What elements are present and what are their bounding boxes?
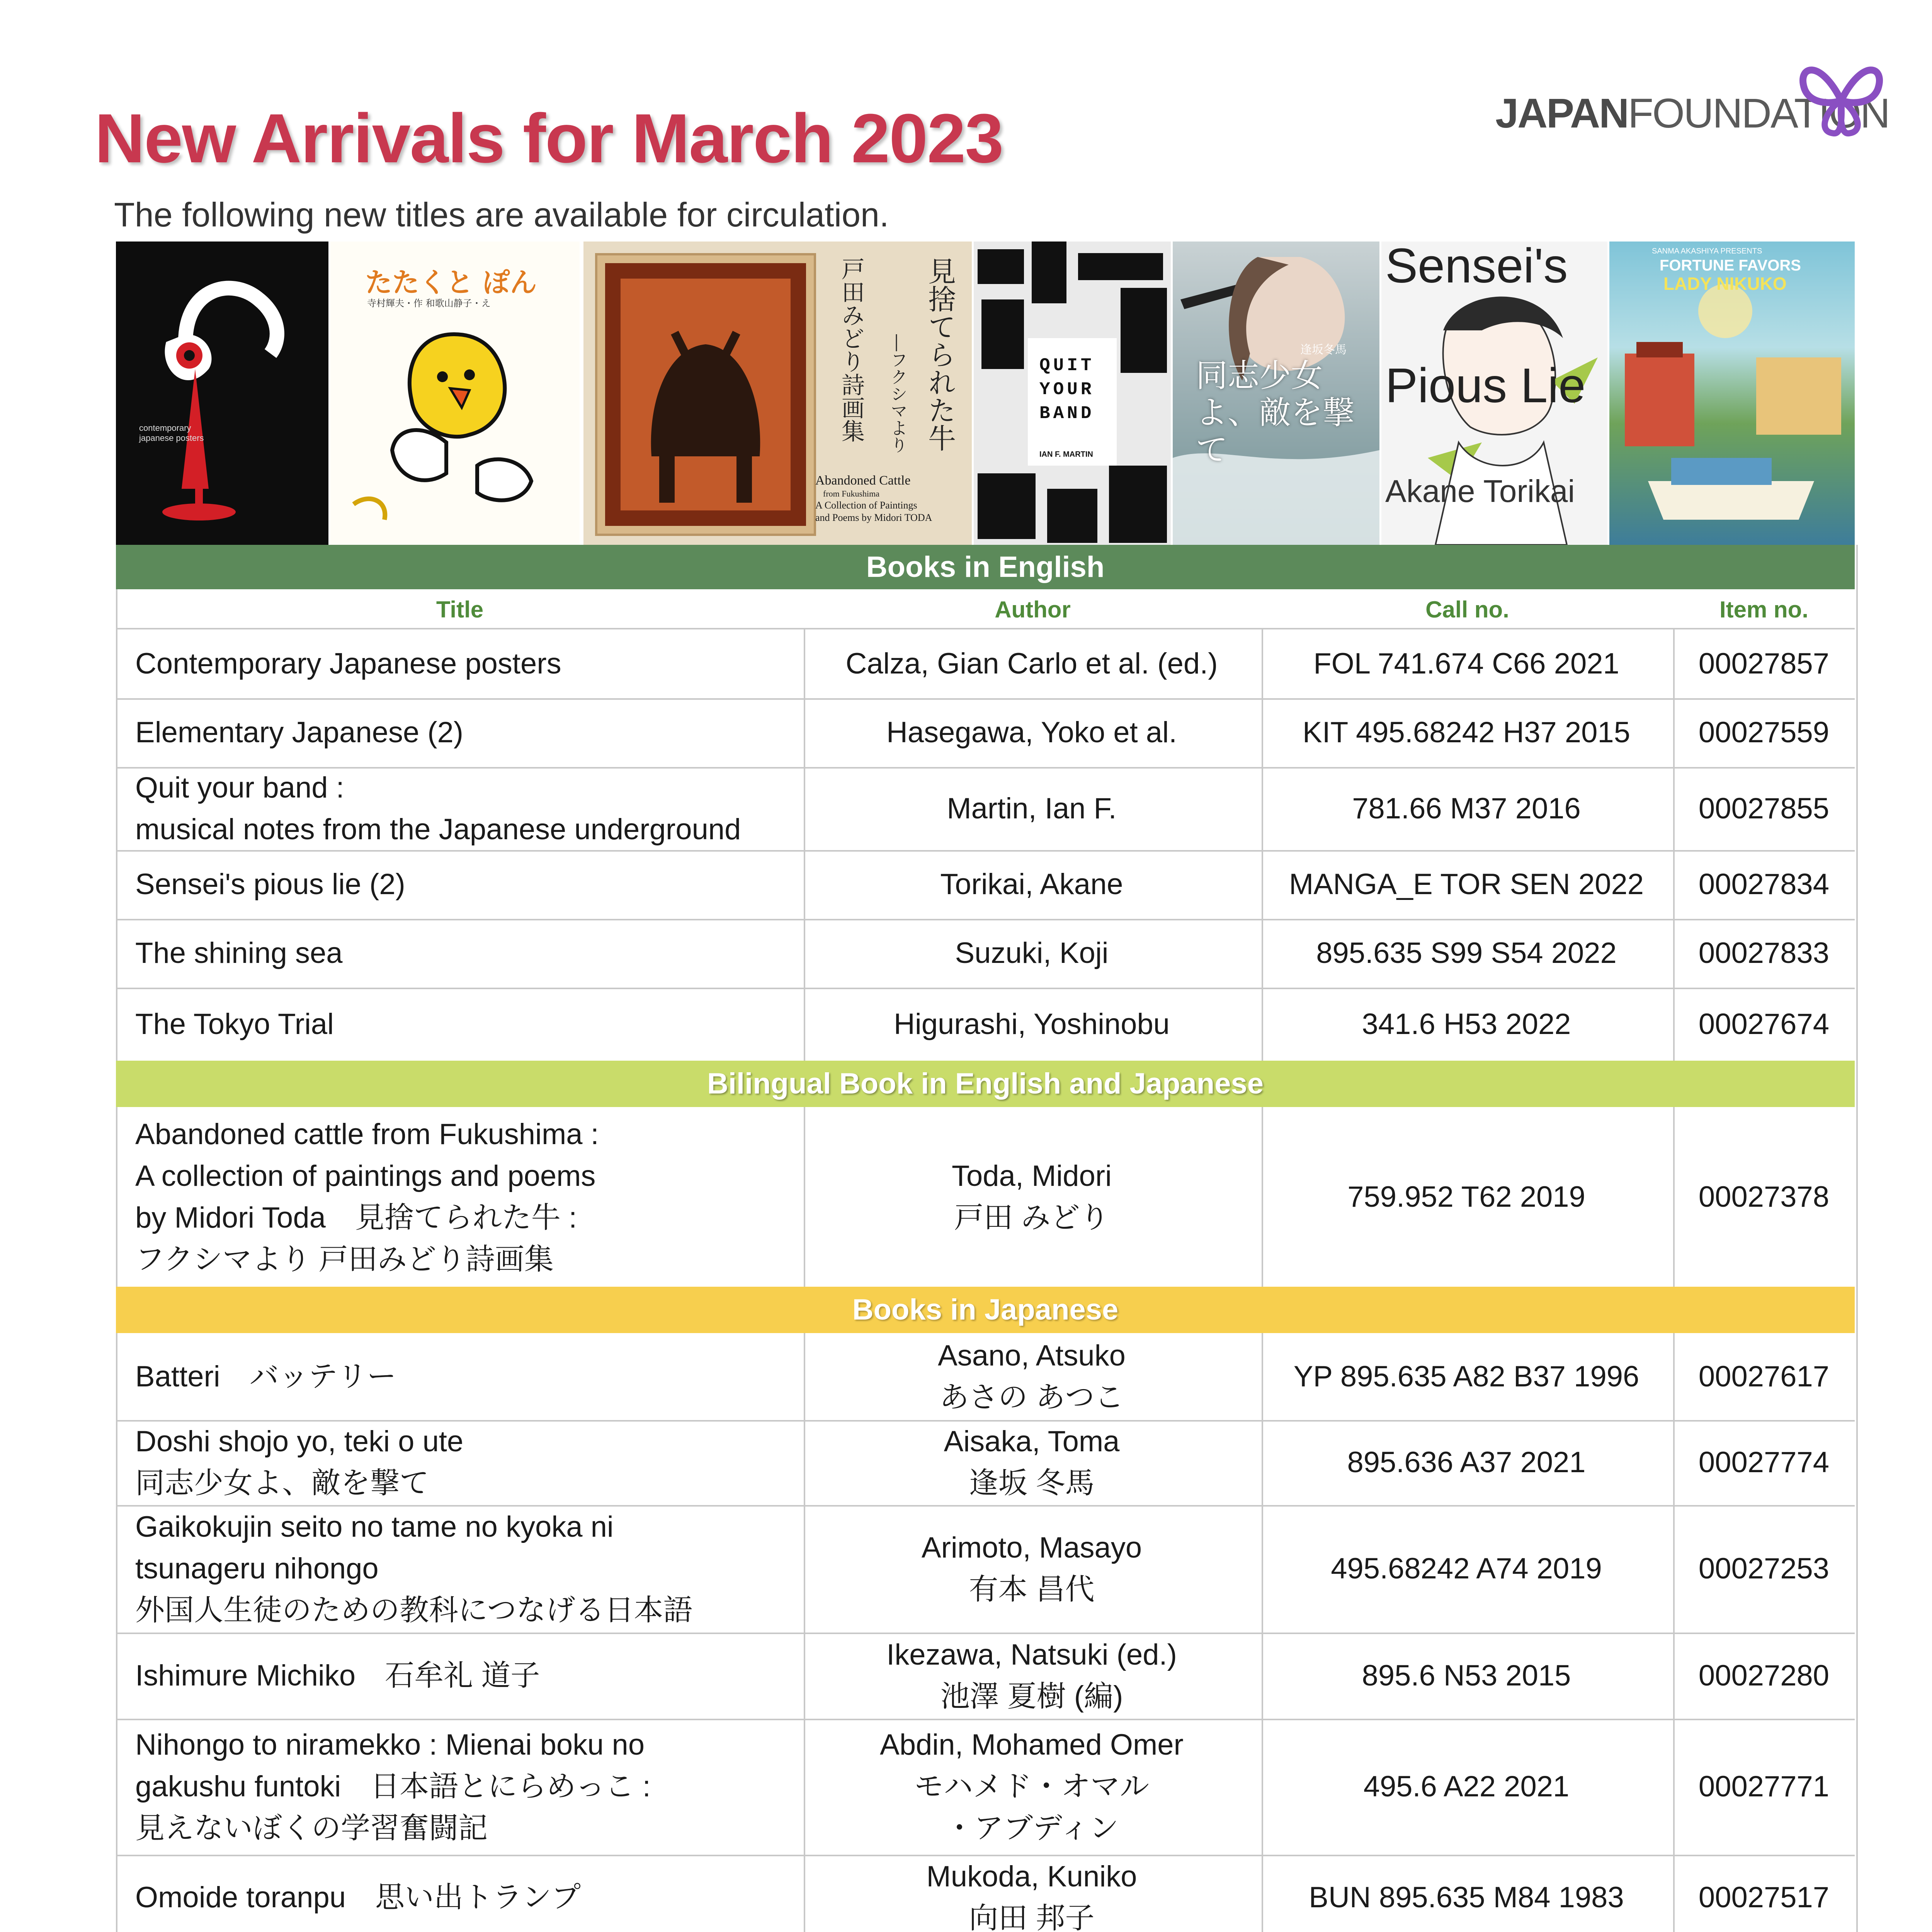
table-row[interactable]	[116, 1633, 1855, 1720]
cover-quit-your-band[interactable]	[974, 242, 1171, 545]
book-title-cell	[135, 919, 800, 988]
call-number-line: 341.6 H53 2022	[1362, 1007, 1571, 1041]
call-number-line: 495.6 A22 2021	[1363, 1770, 1570, 1803]
book-author-cell	[804, 919, 1260, 988]
crane-illustration-icon	[116, 242, 328, 545]
book-title-line: Batteri バッテリー	[135, 1360, 396, 1393]
column-divider	[1262, 629, 1263, 698]
book-author-line: Calza, Gian Carlo et al. (ed.)	[845, 647, 1218, 680]
item-number-line: 00027617	[1698, 1360, 1830, 1393]
cover6-author: Akane Torikai	[1385, 474, 1575, 509]
table-row[interactable]	[116, 698, 1855, 769]
column-divider	[804, 698, 805, 767]
book-title-line: musical notes from the Japanese underground	[135, 813, 741, 846]
call-number-line: FOL 741.674 C66 2021	[1313, 647, 1619, 680]
book-author-line: Mukoda, Kuniko	[926, 1860, 1137, 1893]
column-divider	[1673, 1333, 1675, 1420]
call-number	[1316, 932, 1617, 974]
call-number	[1294, 1356, 1639, 1398]
cover-doshi-shojo[interactable]	[1173, 242, 1379, 545]
book-title	[135, 767, 741, 850]
book-author-cell	[804, 1719, 1260, 1855]
column-divider	[1673, 919, 1675, 988]
call-number-cell	[1262, 1107, 1671, 1287]
item-number-line: 00027559	[1698, 716, 1830, 749]
column-divider	[1673, 1719, 1675, 1855]
column-divider	[1673, 767, 1675, 850]
call-number-cell	[1262, 767, 1671, 850]
call-number	[1303, 712, 1630, 753]
japan-foundation-logo[interactable]	[1495, 43, 1889, 151]
item-number-line: 00027855	[1698, 792, 1830, 825]
column-divider	[804, 767, 805, 850]
book-author	[940, 864, 1123, 905]
item-number-line: 00027771	[1698, 1770, 1830, 1803]
chick-illustration-icon	[330, 311, 580, 543]
book-title-line: 外国人生徒のための教科につなげる日本語	[135, 1594, 693, 1627]
book-author	[886, 1634, 1177, 1718]
book-author-line: 逢坂 冬馬	[969, 1467, 1095, 1500]
table-row[interactable]	[116, 767, 1855, 852]
book-title	[135, 1724, 651, 1849]
call-number	[1362, 1655, 1571, 1697]
column-divider	[804, 1505, 805, 1633]
book-title-line: Gaikokujin seito no tame no kyoka ni	[135, 1510, 614, 1543]
call-number-cell	[1262, 1505, 1671, 1633]
book-title	[135, 1877, 581, 1918]
item-number-line: 00027253	[1698, 1552, 1830, 1585]
item-number	[1699, 1766, 1829, 1808]
col-call-no: Call no.	[1425, 597, 1509, 622]
book-title-cell	[135, 1333, 800, 1420]
book-author-line: Asano, Atsuko	[938, 1339, 1126, 1372]
column-divider	[804, 1107, 805, 1287]
column-divider	[1262, 1333, 1263, 1420]
column-divider	[1673, 1420, 1675, 1505]
page-title: New Arrivals for March 2023	[95, 100, 1003, 177]
item-number	[1699, 1548, 1829, 1590]
table-row[interactable]	[116, 1107, 1855, 1288]
book-author-cell	[804, 1505, 1260, 1633]
item-number-line: 00027834	[1698, 868, 1830, 901]
item-number	[1699, 1356, 1829, 1398]
book-title-line: The shining sea	[135, 937, 343, 969]
call-number-cell	[1262, 850, 1671, 919]
butterfly-logo-icon	[1797, 43, 1886, 143]
book-title-line: Contemporary Japanese posters	[135, 647, 561, 680]
item-number-line: 00027774	[1698, 1446, 1830, 1479]
book-title	[135, 932, 343, 974]
item-number	[1699, 1655, 1829, 1697]
item-number-cell	[1673, 629, 1855, 698]
book-title-line: 同志少女よ、敵を撃て	[135, 1467, 429, 1500]
book-author-cell	[804, 1107, 1260, 1287]
book-author-line: Martin, Ian F.	[947, 792, 1117, 825]
book-title-line: tsunageru nihongo	[135, 1552, 379, 1585]
book-author	[894, 1003, 1170, 1045]
book-title-line: by Midori Toda 見捨てられた牛 :	[135, 1201, 577, 1234]
column-divider	[1673, 1633, 1675, 1719]
item-number-cell	[1673, 988, 1855, 1061]
item-number-cell	[1673, 698, 1855, 767]
cover3-en-2: from Fukushima	[823, 489, 880, 498]
cover3-en-4: and Poems by Midori TODA	[815, 512, 932, 523]
item-number	[1699, 864, 1829, 905]
book-title-cell	[135, 1505, 800, 1633]
call-number-cell	[1262, 1719, 1671, 1855]
cover-tataku-to-pon[interactable]	[330, 242, 580, 545]
page-subtitle: The following new titles are available for circulation.	[114, 196, 889, 234]
cover4-author: IAN F. MARTIN	[1039, 450, 1093, 459]
book-author	[880, 1724, 1184, 1849]
book-title-line: Doshi shojo yo, teki o ute	[135, 1425, 464, 1458]
book-title-line: フクシマより 戸田みどり詩画集	[135, 1243, 554, 1276]
book-title	[135, 1114, 599, 1281]
book-title-cell	[135, 629, 800, 698]
cover3-en-1: Abandoned Cattle	[815, 473, 911, 488]
cover7-top: SANMA AKASHIYA PRESENTS	[1652, 247, 1762, 255]
table-row[interactable]	[116, 919, 1855, 989]
column-divider	[1673, 1505, 1675, 1633]
call-number-cell	[1262, 1420, 1671, 1505]
book-author-line: Aisaka, Toma	[944, 1425, 1120, 1458]
column-divider	[1262, 850, 1263, 919]
book-title-line: Quit your band :	[135, 771, 344, 804]
call-number-line: 759.952 T62 2019	[1347, 1180, 1585, 1213]
column-divider	[1673, 850, 1675, 919]
item-number	[1699, 1176, 1829, 1218]
book-author-cell	[804, 1855, 1260, 1932]
column-divider	[804, 629, 805, 698]
book-author	[947, 788, 1116, 830]
cover-fortune-favors-lady-nikuko[interactable]	[1609, 242, 1855, 545]
item-number	[1699, 932, 1829, 974]
book-author	[952, 1155, 1112, 1239]
logo-wordmark: JAPANFOUNDATION	[1495, 90, 1889, 136]
column-divider	[804, 1333, 805, 1420]
column-divider	[804, 850, 805, 919]
book-title	[135, 1356, 396, 1398]
cover5-author: 逢坂冬馬	[1300, 343, 1347, 357]
item-number	[1699, 788, 1829, 830]
column-divider	[1262, 1719, 1263, 1855]
col-title: Title	[436, 597, 484, 622]
col-item-no: Item no.	[1719, 597, 1808, 622]
item-number-line: 00027378	[1698, 1180, 1830, 1213]
book-title-line: Nihongo to niramekko : Mienai boku no	[135, 1728, 645, 1761]
book-author-line: あさの あつこ	[939, 1381, 1124, 1414]
book-author	[922, 1527, 1142, 1611]
item-number-cell	[1673, 919, 1855, 988]
call-number-line: KIT 495.68242 H37 2015	[1303, 716, 1630, 749]
book-title	[135, 643, 561, 685]
column-divider	[804, 1420, 805, 1505]
column-divider	[1262, 1633, 1263, 1719]
item-number-cell	[1673, 1855, 1855, 1932]
call-number-cell	[1262, 1855, 1671, 1932]
section-header-bilingual: Bilingual Book in English and Japanese	[116, 1061, 1855, 1107]
call-number-line: YP 895.635 A82 B37 1996	[1293, 1360, 1639, 1393]
column-divider	[804, 919, 805, 988]
book-author-cell	[804, 1633, 1260, 1719]
call-number	[1347, 1442, 1585, 1483]
call-number-line: MANGA_E TOR SEN 2022	[1289, 868, 1644, 901]
book-title	[135, 864, 405, 905]
book-title-cell	[135, 1107, 800, 1287]
call-number	[1331, 1548, 1602, 1590]
cover5-title: 同志少女よ、敵を撃て	[1196, 357, 1355, 468]
call-number-line: BUN 895.635 M84 1983	[1309, 1881, 1624, 1914]
call-number-line: 895.635 S99 S54 2022	[1316, 937, 1617, 969]
column-divider	[1262, 1855, 1263, 1932]
book-title-cell	[135, 988, 800, 1061]
cover7-title-2: LADY NIKUKO	[1663, 274, 1787, 294]
column-divider	[1673, 988, 1675, 1061]
book-title-line: Sensei's pious lie (2)	[135, 868, 405, 901]
cover3-en-3: A Collection of Paintings	[815, 500, 917, 511]
book-title-cell	[135, 1855, 800, 1932]
item-number-cell	[1673, 1505, 1855, 1633]
book-author-line: モハメド・オマル	[914, 1770, 1149, 1803]
book-title-line: 見えないぼくの学習奮闘記	[135, 1812, 488, 1845]
table-row[interactable]	[116, 1333, 1855, 1422]
table-row[interactable]	[116, 988, 1855, 1062]
column-divider	[804, 1633, 805, 1719]
section-header-books-english: Books in English	[116, 545, 1855, 589]
item-number-cell	[1673, 1107, 1855, 1287]
column-divider	[1262, 919, 1263, 988]
item-number-line: 00027674	[1698, 1007, 1830, 1041]
book-author-line: Abdin, Mohamed Omer	[880, 1728, 1184, 1761]
table-row[interactable]	[116, 1420, 1855, 1507]
table-row[interactable]	[116, 1505, 1855, 1634]
cover1-text: contemporary japanese posters	[139, 423, 204, 443]
bull-painting-icon	[597, 255, 814, 534]
column-divider	[1262, 698, 1263, 767]
book-author	[944, 1421, 1120, 1504]
book-title	[135, 1003, 334, 1045]
book-author	[938, 1335, 1126, 1418]
book-author-line: Ikezawa, Natsuki (ed.)	[886, 1638, 1177, 1671]
call-number-line: 495.68242 A74 2019	[1331, 1552, 1602, 1585]
book-author-line: Suzuki, Koji	[955, 937, 1109, 969]
call-number-line: 895.636 A37 2021	[1347, 1446, 1586, 1479]
book-author	[845, 643, 1218, 685]
cover4-title: QUIT YOUR BAND	[1039, 355, 1095, 423]
item-number	[1699, 712, 1829, 753]
book-author-cell	[804, 1333, 1260, 1420]
call-number-cell	[1262, 1633, 1671, 1719]
book-author-line: 池澤 夏樹 (編)	[940, 1680, 1123, 1713]
book-title-line: The Tokyo Trial	[135, 1007, 334, 1041]
book-title-cell	[135, 1633, 800, 1719]
column-divider	[1262, 1505, 1263, 1633]
cover-abandoned-cattle-painting[interactable]	[583, 242, 972, 545]
item-number-cell	[1673, 1333, 1855, 1420]
column-divider	[804, 1719, 805, 1855]
item-number	[1699, 1877, 1829, 1918]
column-divider	[1262, 1420, 1263, 1505]
item-number-line: 00027833	[1698, 937, 1830, 969]
cover-senseis-pious-lie[interactable]	[1381, 242, 1607, 545]
section-header-books-japanese: Books in Japanese	[116, 1287, 1855, 1333]
call-number	[1362, 1003, 1571, 1045]
call-number	[1289, 864, 1644, 905]
item-number	[1699, 1442, 1829, 1483]
book-author	[886, 712, 1177, 753]
book-author-cell	[804, 850, 1260, 919]
cover2-author: 寺村輝夫・作 和歌山静子・え	[367, 298, 491, 309]
column-divider	[1673, 1855, 1675, 1932]
book-author-line: Arimoto, Masayo	[921, 1531, 1142, 1564]
call-number	[1347, 1176, 1585, 1218]
book-title-line: A collection of paintings and poems	[135, 1159, 596, 1192]
cover-strip	[116, 242, 1855, 545]
book-title	[135, 1655, 540, 1697]
column-divider	[1673, 698, 1675, 767]
item-number-cell	[1673, 850, 1855, 919]
book-author-line: ・アブディン	[945, 1812, 1119, 1845]
book-title-line: Omoide toranpu 思い出トランプ	[135, 1881, 581, 1914]
book-author-cell	[804, 698, 1260, 767]
call-number-cell	[1262, 629, 1671, 698]
book-author-line: Toda, Midori	[952, 1159, 1112, 1192]
book-title	[135, 1421, 463, 1504]
item-number-cell	[1673, 1420, 1855, 1505]
book-author-cell	[804, 1420, 1260, 1505]
book-title-line: Abandoned cattle from Fukushima :	[135, 1117, 599, 1151]
item-number	[1699, 1003, 1829, 1045]
cover2-title: たたくと ぽん	[365, 267, 537, 298]
call-number-cell	[1262, 1333, 1671, 1420]
cover-contemporary-posters[interactable]	[116, 242, 328, 545]
call-number-cell	[1262, 698, 1671, 767]
cover3-subtitle-vertical: ―フクシマより	[888, 334, 907, 453]
item-number-line: 00027517	[1698, 1881, 1830, 1914]
book-title	[135, 712, 463, 753]
book-author	[955, 932, 1108, 974]
item-number-cell	[1673, 1719, 1855, 1855]
book-author-cell	[804, 629, 1260, 698]
book-author-line: 有本 昌代	[969, 1573, 1095, 1606]
book-author-line: Torikai, Akane	[940, 868, 1123, 901]
book-author-cell	[804, 767, 1260, 850]
call-number-cell	[1262, 988, 1671, 1061]
column-divider	[1673, 1107, 1675, 1287]
item-number	[1699, 643, 1829, 685]
book-title-cell	[135, 850, 800, 919]
book-title-cell	[135, 1719, 800, 1855]
book-title-line: gakushu funtoki 日本語とにらめっこ :	[135, 1770, 651, 1803]
book-author-line: Hasegawa, Yoko et al.	[886, 716, 1177, 749]
book-title-cell	[135, 1420, 800, 1505]
column-divider	[1262, 988, 1263, 1061]
book-title-cell	[135, 698, 800, 767]
table-row[interactable]	[116, 850, 1855, 920]
book-title-cell	[135, 767, 800, 850]
call-number-cell	[1262, 919, 1671, 988]
cover7-title-1: FORTUNE FAVORS	[1660, 257, 1801, 274]
item-number-cell	[1673, 1633, 1855, 1719]
book-title-line: Elementary Japanese (2)	[135, 716, 464, 749]
column-divider	[1673, 629, 1675, 698]
call-number	[1309, 1877, 1624, 1918]
book-title-line: Ishimure Michiko 石牟礼 道子	[135, 1659, 540, 1692]
column-divider	[1262, 1107, 1263, 1287]
book-author-line: Higurashi, Yoshinobu	[893, 1007, 1170, 1041]
column-divider	[804, 988, 805, 1061]
painting-frame	[595, 253, 816, 536]
item-number-line: 00027280	[1698, 1659, 1830, 1692]
col-author: Author	[995, 597, 1071, 622]
cover3-author-vertical: 戸田みどり詩画集	[838, 257, 865, 442]
cover3-title-vertical: 見捨てられた牛	[923, 257, 956, 452]
call-number-line: 895.6 N53 2015	[1362, 1659, 1571, 1692]
item-number-line: 00027857	[1698, 647, 1830, 680]
book-title	[135, 1506, 692, 1631]
call-number	[1352, 788, 1581, 830]
column-divider	[1262, 767, 1263, 850]
call-number-line: 781.66 M37 2016	[1352, 792, 1581, 825]
book-author-line: 向田 邦子	[969, 1902, 1095, 1932]
book-author-line: 戸田 みどり	[954, 1201, 1109, 1234]
book-author	[927, 1856, 1137, 1932]
call-number	[1364, 1766, 1570, 1808]
table-row[interactable]	[116, 1855, 1855, 1932]
cover6-title-2: Pious Lie	[1385, 358, 1586, 413]
call-number	[1313, 643, 1619, 685]
book-author-cell	[804, 988, 1260, 1061]
cover6-title-1: Sensei's	[1385, 242, 1568, 293]
column-divider	[804, 1855, 805, 1932]
table-row[interactable]	[116, 629, 1855, 700]
item-number-cell	[1673, 767, 1855, 850]
column-header-row	[116, 589, 1855, 629]
table-row[interactable]	[116, 1719, 1855, 1856]
